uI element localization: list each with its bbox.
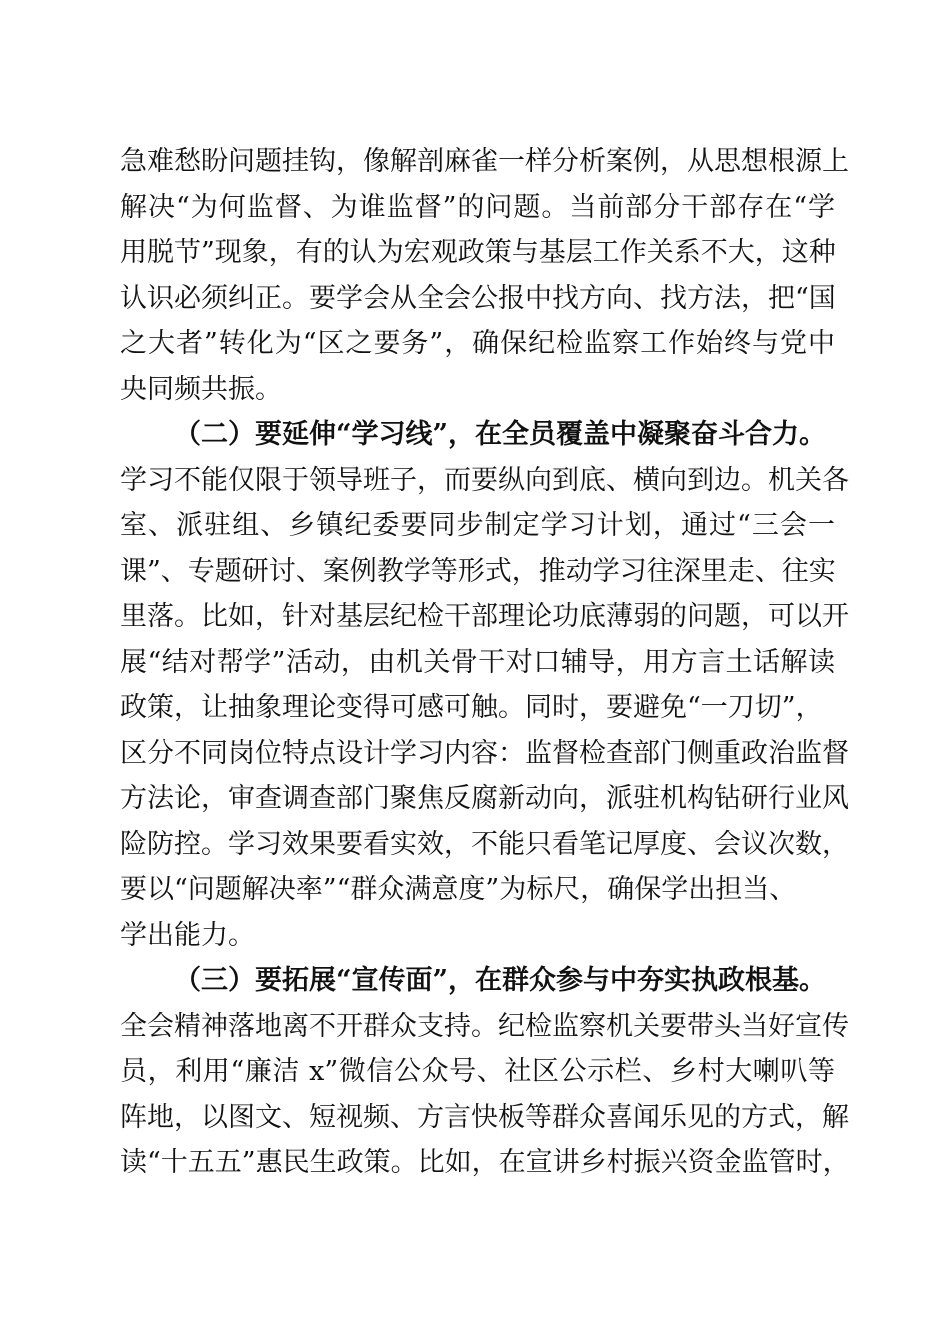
text-line: 全会精神落地离不开群众支持。纪检监察机关要带头当好宣传 <box>120 1010 849 1042</box>
document-body <box>120 139 850 1186</box>
paragraph-continuation <box>120 139 849 412</box>
text-line: 认识必须纠正。要学会从全会公报中找方向、找方法，把“国 <box>120 282 836 314</box>
text-line: 学出能力。 <box>120 919 255 951</box>
text-line: 展“结对帮学”活动，由机关骨干对口辅导，用方言土话解读 <box>120 646 835 678</box>
text-line: 解决“为何监督、为谁监督”的问题。当前部分干部存在“学 <box>120 191 835 223</box>
text-line: 学习不能仅限于领导班子，而要纵向到底、横向到边。机关各 <box>120 464 849 496</box>
section-three <box>120 958 850 1186</box>
text-line: 员，利用“廉洁 x”微信公众号、社区公示栏、乡村大喇叭等 <box>120 1056 835 1087</box>
text-line: 央同频共振。 <box>120 373 282 405</box>
text-line: 政策，让抽象理论变得可感可触。同时，要避免“一刀切”， <box>120 692 823 723</box>
text-line: 险防控。学习效果要看实效，不能只看笔记厚度、会议次数， <box>120 828 849 860</box>
section-heading: （三）要拓展“宣传面”，在群众参与中夯实执政根基。 <box>174 965 827 996</box>
text-line: 要以“问题解决率”“群众满意度”为标尺，确保学出担当、 <box>120 874 797 905</box>
text-line: 读“十五五”惠民生政策。比如，在宣讲乡村振兴资金监管时， <box>120 1147 850 1178</box>
section-heading: （二）要延伸“学习线”，在全员覆盖中凝聚奋斗合力。 <box>174 419 827 450</box>
text-line: 阵地，以图文、短视频、方言快板等群众喜闻乐见的方式，解 <box>120 1101 849 1133</box>
section-two <box>120 412 849 958</box>
text-line: 室、派驻组、乡镇纪委要同步制定学习计划，通过“三会一 <box>120 510 835 541</box>
text-line: 课”、专题研讨、案例教学等形式，推动学习往深里走、往实 <box>120 555 836 587</box>
text-line: 之大者”转化为“区之要务”，确保纪检监察工作始终与党中 <box>120 328 835 359</box>
text-line: 急难愁盼问题挂钩，像解剖麻雀一样分析案例，从思想根源上 <box>120 146 849 177</box>
text-line: 区分不同岗位特点设计学习内容：监督检查部门侧重政治监督 <box>120 737 849 769</box>
text-line: 方法论，审查调查部门聚焦反腐新动向，派驻机构钻研行业风 <box>120 783 849 814</box>
text-line: 用脱节”现象，有的认为宏观政策与基层工作关系不大，这种 <box>120 237 836 268</box>
text-line: 里落。比如，针对基层纪检干部理论功底薄弱的问题，可以开 <box>120 601 849 632</box>
